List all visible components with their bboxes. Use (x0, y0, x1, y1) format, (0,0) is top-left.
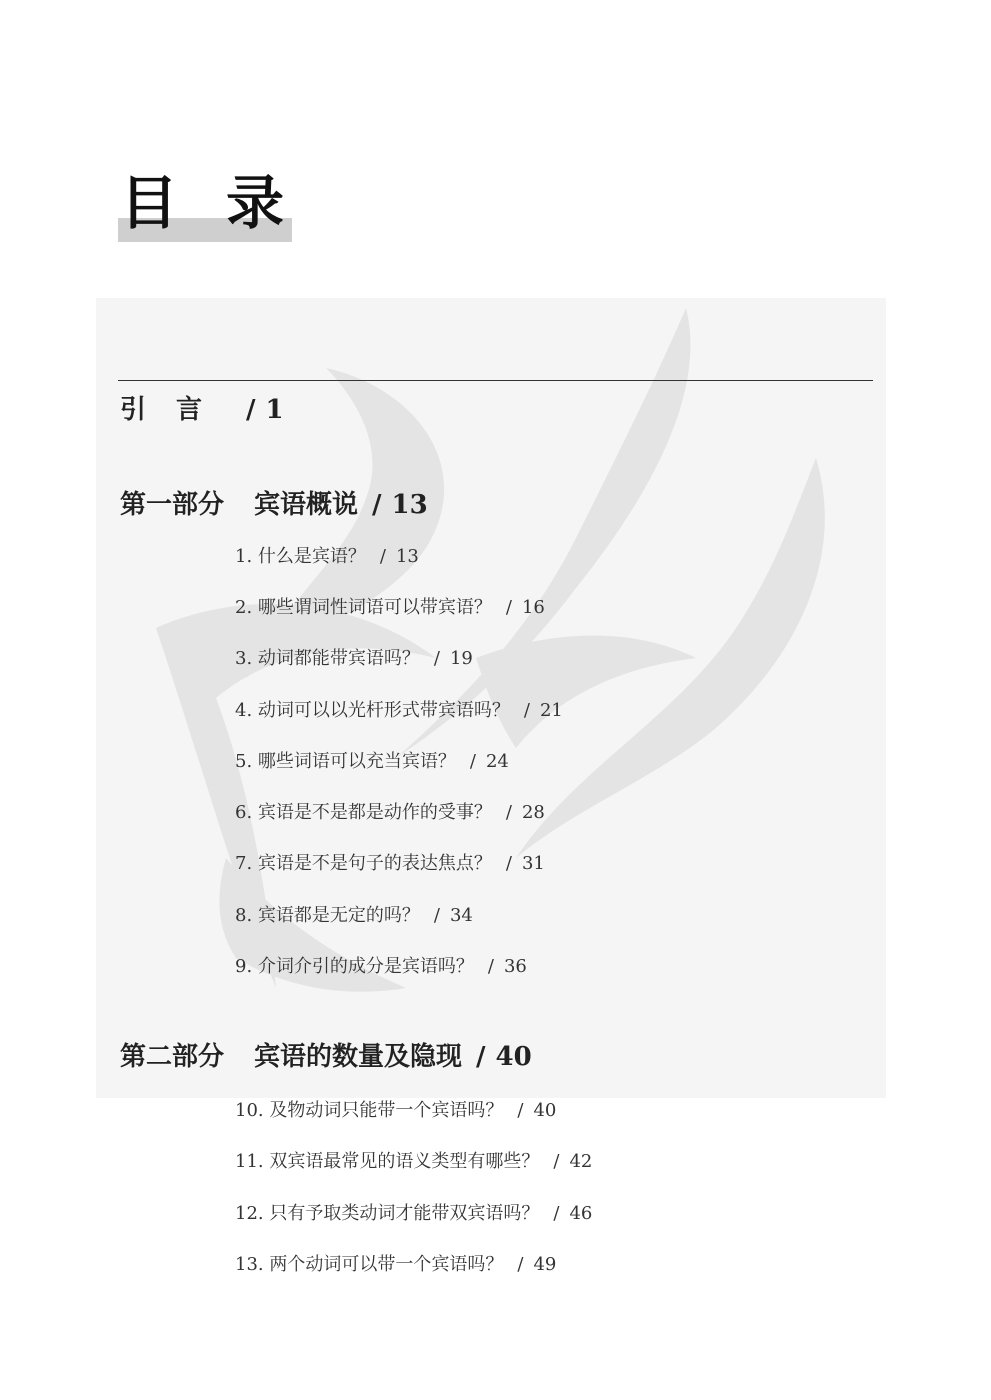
toc-item-11[interactable] (235, 1149, 592, 1175)
part-page: 40 (495, 1042, 532, 1072)
separator: / (372, 490, 382, 520)
item-page: 40 (533, 1100, 557, 1121)
separator: / (553, 1151, 560, 1172)
separator: / (505, 853, 512, 874)
toc-item-6[interactable] (235, 800, 545, 826)
separator: / (553, 1203, 560, 1224)
item-page: 13 (395, 546, 419, 567)
item-text: 4. 动词可以以光杆形式带宾语吗？ (235, 700, 510, 721)
item-page: 49 (533, 1254, 557, 1275)
separator: / (505, 597, 512, 618)
separator: / (246, 395, 256, 425)
part-title: 宾语的数量及隐现 (254, 1042, 463, 1072)
item-page: 16 (521, 597, 545, 618)
item-page: 21 (539, 700, 563, 721)
separator: / (517, 1254, 524, 1275)
toc-part-2[interactable] (120, 1039, 532, 1075)
toc-intro[interactable] (120, 392, 284, 428)
toc-item-8[interactable] (235, 903, 473, 929)
toc-item-9[interactable] (235, 954, 527, 980)
item-page: 24 (485, 751, 509, 772)
part-label: 第二部分 (120, 1042, 225, 1072)
item-text: 6. 宾语是不是都是动作的受事？ (235, 802, 492, 823)
item-text: 5. 哪些词语可以充当宾语？ (235, 751, 456, 772)
separator: / (433, 648, 440, 669)
toc-item-7[interactable] (235, 851, 545, 877)
item-page: 19 (449, 648, 473, 669)
toc-item-12[interactable] (235, 1201, 592, 1227)
page-title-text: 目录 (120, 169, 333, 237)
toc-intro-page: 1 (265, 395, 284, 425)
separator: / (476, 1042, 486, 1072)
item-page: 31 (521, 853, 545, 874)
item-text: 2. 哪些谓词性词语可以带宾语？ (235, 597, 492, 618)
part-title: 宾语概说 (254, 490, 359, 520)
separator: / (523, 700, 530, 721)
toc-item-5[interactable] (235, 749, 509, 775)
item-text: 10. 及物动词只能带一个宾语吗？ (235, 1100, 504, 1121)
page-title (118, 168, 333, 244)
toc-item-1[interactable] (235, 544, 419, 570)
item-page: 28 (521, 802, 545, 823)
item-page: 34 (449, 905, 473, 926)
toc-item-4[interactable] (235, 698, 563, 724)
separator: / (505, 802, 512, 823)
toc-item-2[interactable] (235, 595, 545, 621)
separator: / (469, 751, 476, 772)
item-text: 13. 两个动词可以带一个宾语吗？ (235, 1254, 504, 1275)
horizontal-rule (118, 380, 873, 381)
item-text: 8. 宾语都是无定的吗？ (235, 905, 420, 926)
item-page: 46 (569, 1203, 593, 1224)
item-text: 12. 只有予取类动词才能带双宾语吗？ (235, 1203, 540, 1224)
part-page: 13 (391, 490, 428, 520)
item-page: 36 (503, 956, 527, 977)
item-text: 3. 动词都能带宾语吗？ (235, 648, 420, 669)
toc-item-10[interactable] (235, 1098, 556, 1124)
separator: / (433, 905, 440, 926)
item-text: 11. 双宾语最常见的语义类型有哪些？ (235, 1151, 540, 1172)
toc-item-13[interactable] (235, 1252, 556, 1278)
toc-part-1[interactable] (120, 487, 428, 523)
item-text: 1. 什么是宾语？ (235, 546, 366, 567)
item-text: 7. 宾语是不是句子的表达焦点？ (235, 853, 492, 874)
separator: / (517, 1100, 524, 1121)
item-text: 9. 介词介引的成分是宾语吗？ (235, 956, 474, 977)
item-page: 42 (569, 1151, 593, 1172)
toc-item-3[interactable] (235, 646, 473, 672)
separator: / (487, 956, 494, 977)
part-label: 第一部分 (120, 490, 225, 520)
toc-intro-label: 引言 (120, 395, 233, 425)
separator: / (379, 546, 386, 567)
